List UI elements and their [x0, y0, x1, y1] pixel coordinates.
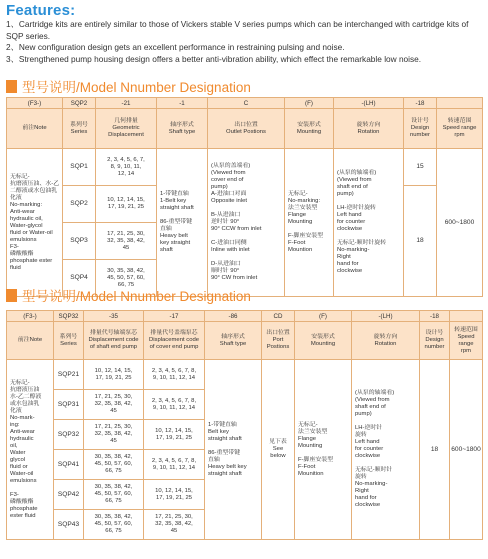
displacement-cell: 2, 3, 4, 5, 6, 7, 8, 9, 10, 11, 12, 14	[96, 149, 157, 186]
header-series: 系列号 Series	[54, 322, 84, 360]
section-title: 型号说明/Model Nnumber Designation	[22, 289, 251, 304]
mounting-cell: 无标记- No-marking: 法兰安装型 Flange Mounting F-脚座安装型 F-Foot Mountion	[285, 149, 334, 297]
series-cell: SQP42	[54, 480, 84, 510]
code-cell	[450, 311, 483, 322]
note-cell: 无标记- 抗磨液压油、水-乙二醇液或水包油乳化液 No-marking: Anti-wear hydraulic oil, Water-glycol fluid or Water-oil emulsions F3- 磷酸酸酯 phosphate ester fluid	[7, 149, 63, 297]
section-title: 型号说明/Model Nnumber Designation	[22, 80, 251, 95]
header-mounting: 安装形式 Mounting	[295, 322, 352, 360]
feature-item: 3、Strengthened pump housing design offers a better anti-vibration ability, which effect the remarkable low noise.	[6, 53, 422, 64]
model-designation-table-1	[6, 97, 483, 297]
series-cell: SQP2	[63, 186, 96, 223]
speed-range-cell: 600~1800	[450, 360, 483, 540]
features-title: Features:	[6, 2, 76, 19]
port-positions-cell: 见下表 See below	[262, 360, 295, 540]
design-number-cell: 18	[420, 360, 450, 540]
displacement-cell: 17, 21, 25, 30, 32, 35, 38, 42, 45	[96, 223, 157, 260]
rotation-cell: (从泵的轴端看) (Viewed from shaft end of pump) LH-逆时针 旋转 Left hand for counter clockwise 无标记-顺时针 旋转 No-marking- Right hand for clockwise	[352, 360, 420, 540]
code-cell: C	[208, 98, 285, 109]
section-heading-1	[6, 77, 251, 95]
header-cover-end-displacement: 排量代号盖端泵芯 Displacement code of cover end pump	[144, 322, 205, 360]
series-cell: SQP41	[54, 450, 84, 480]
section-marker	[6, 289, 17, 302]
code-cell: -18	[420, 311, 450, 322]
speed-range-cell: 600~1800	[437, 149, 483, 297]
code-cell: (F)	[295, 311, 352, 322]
code-cell: CD	[262, 311, 295, 322]
header-shaft-type: 轴序形式 Shaft type	[205, 322, 262, 360]
shaft-type-cell: 1-带键直轴 Belt key straight shaft 86-重型带键 直轴 Heavy belt key straight shaft	[205, 360, 262, 540]
shaft-end-displacement-cell: 30, 35, 38, 42, 45, 50, 57, 60, 66, 75	[84, 450, 144, 480]
header-port-positions: 出口位置 Port Postions	[262, 322, 295, 360]
shaft-end-displacement-cell: 30, 35, 38, 42, 45, 50, 57, 60, 66, 75	[84, 480, 144, 510]
code-cell: -18	[404, 98, 437, 109]
code-cell	[437, 98, 483, 109]
code-cell: SQP2	[63, 98, 96, 109]
code-row	[7, 98, 483, 109]
code-cell: (F)	[285, 98, 334, 109]
shaft-end-displacement-cell: 30, 35, 38, 42, 45, 50, 57, 60, 66, 75	[84, 510, 144, 540]
header-row	[7, 109, 483, 149]
header-row	[7, 322, 483, 360]
code-cell: -86	[205, 311, 262, 322]
displacement-cell: 30, 35, 38, 42, 45, 50, 57, 60, 66, 75	[96, 260, 157, 297]
series-cell: SQP4	[63, 260, 96, 297]
feature-item: 1、Cartridge kits are entirely similar to those of Vickers stable V series pumps which can be interchanged with cartridge kits of SQP series.	[6, 19, 469, 41]
header-note: 前注Note	[7, 109, 63, 149]
section-marker	[6, 80, 17, 93]
shaft-end-displacement-cell: 17, 21, 25, 30, 32, 35, 38, 42, 45	[84, 390, 144, 420]
cover-end-displacement-cell: 10, 12, 14, 15, 17, 19, 21, 25	[144, 480, 205, 510]
cover-end-displacement-cell: 10, 12, 14, 15, 17, 19, 21, 25	[144, 420, 205, 450]
header-displacement: 几何排量 Geometric Displacement	[96, 109, 157, 149]
code-cell: -1	[157, 98, 208, 109]
header-rotation: 旋转方向 Rotation	[334, 109, 404, 149]
model-designation-table-2	[6, 310, 483, 540]
series-cell: SQP3	[63, 223, 96, 260]
series-cell: SQP32	[54, 420, 84, 450]
series-cell: SQP1	[63, 149, 96, 186]
design-number-cell: 18	[404, 186, 437, 297]
features-list	[6, 19, 482, 65]
code-cell: SQP32	[54, 311, 84, 322]
header-speed-range: 转速范围 Speed range rpm	[450, 322, 483, 360]
code-cell: -17	[144, 311, 205, 322]
header-outlet-positions: 出口位置 Outlet Postions	[208, 109, 285, 149]
displacement-cell: 10, 12, 14, 15, 17, 19, 21, 25	[96, 186, 157, 223]
code-row	[7, 311, 483, 322]
header-note: 前注Note	[7, 322, 54, 360]
mounting-cell: 无标记- 法兰安装型 Flange Mounting F-脚座安装型 F-Foot Mounition	[295, 360, 352, 540]
note-cell: 无标记- 抗磨液压油 水-乙二醇液 或水包油乳 化液 No-mark- ing: Anti-wear hydraulic oil, Water glycol fluid or Water-oil emulsions F3- 磷酸酸酯 phosphate ester fluid	[7, 360, 54, 540]
design-number-cell: 15	[404, 149, 437, 186]
cover-end-displacement-cell: 2, 3, 4, 5, 6, 7, 8, 9, 10, 11, 12, 14	[144, 450, 205, 480]
series-cell: SQP43	[54, 510, 84, 540]
shaft-end-displacement-cell: 17, 21, 25, 30, 32, 35, 38, 42, 45	[84, 420, 144, 450]
section-heading-2	[6, 286, 251, 304]
code-cell: -(LH)	[352, 311, 420, 322]
code-cell: -35	[84, 311, 144, 322]
header-design-number: 设计号 Design number	[404, 109, 437, 149]
shaft-end-displacement-cell: 10, 12, 14, 15, 17, 19, 21, 25	[84, 360, 144, 390]
header-rotation: 旋转方向 Rotation	[352, 322, 420, 360]
code-cell: -(LH)	[334, 98, 404, 109]
header-shaft-end-displacement: 排量代号轴端泵芯 Displacement code of shaft end pump	[84, 322, 144, 360]
cover-end-displacement-cell: 17, 21, 25, 30, 32, 35, 38, 42, 45	[144, 510, 205, 540]
header-shaft-type: 轴序形式 Shaft type	[157, 109, 208, 149]
cover-end-displacement-cell: 2, 3, 4, 5, 6, 7, 8, 9, 10, 11, 12, 14	[144, 390, 205, 420]
shaft-type-cell: 1-带键直轴 1-Belt key straight shaft 86-重型带键 直轴 Heavy belt key straight shaft	[157, 149, 208, 297]
header-series: 系列号 Series	[63, 109, 96, 149]
header-speed-range: 转速范围 Speed range rpm	[437, 109, 483, 149]
cover-end-displacement-cell: 2, 3, 4, 5, 6, 7, 8, 9, 10, 11, 12, 14	[144, 360, 205, 390]
code-cell: (F3-)	[7, 98, 63, 109]
code-cell: (F3-)	[7, 311, 54, 322]
code-cell: -21	[96, 98, 157, 109]
rotation-cell: (从泵的轴端看) (Viewed from shaft end of pump) LH-逆时针旋转 Left hand for counter clockwise 无标记-顺时针旋转 No-marking- Right hand for clockwise	[334, 149, 404, 297]
outlet-positions-cell: (从泵的盖端看) (Viewed from cover end of pump) A-进油口对面 Opposite inlet B-从进油口 逆时针 90° 90° CCW from inlet C-进油口同侧 Inline with inlet D-从进油口 顺时针 90° 90° CW from inlet	[208, 149, 285, 297]
series-cell: SQP21	[54, 360, 84, 390]
header-design-number: 设计号 Design number	[420, 322, 450, 360]
series-cell: SQP31	[54, 390, 84, 420]
header-mounting: 安装形式 Mounting	[285, 109, 334, 149]
table-row	[7, 360, 483, 390]
feature-item: 2、New configuration design gets an excellent performance in restraining pulsing and noise.	[6, 42, 345, 52]
table-row	[7, 149, 483, 186]
